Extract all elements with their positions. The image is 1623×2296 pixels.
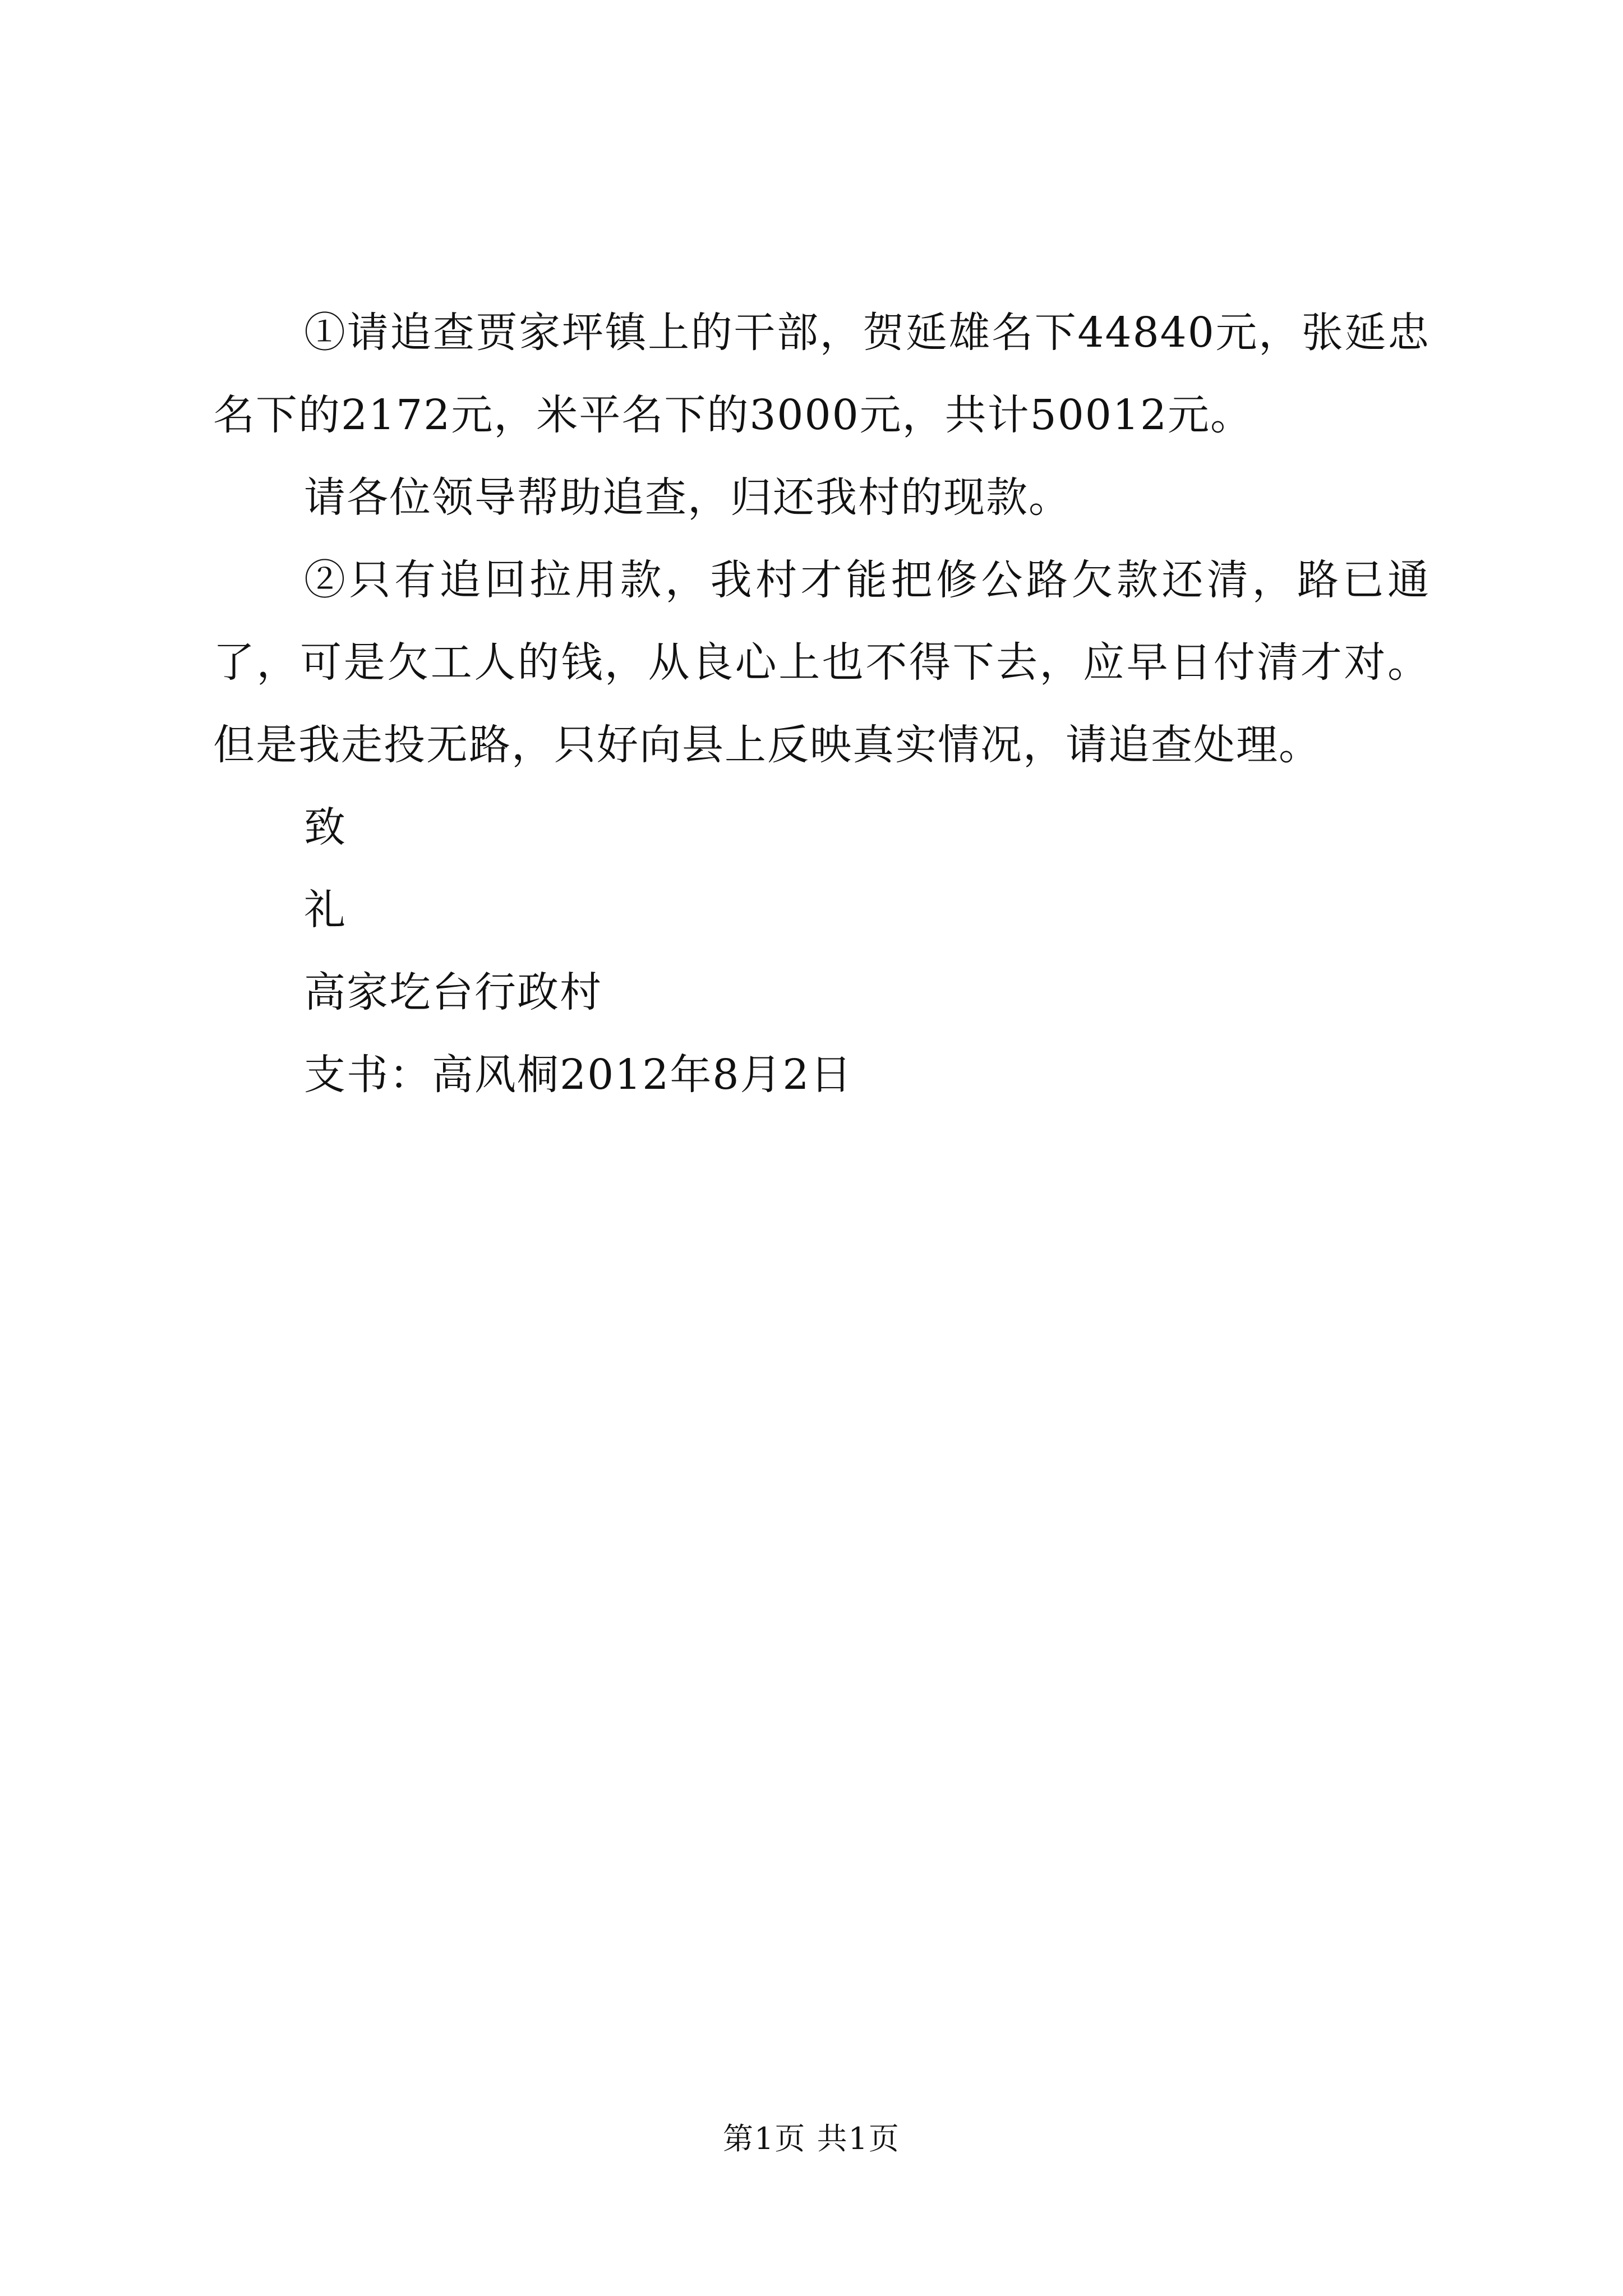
paragraph-investigation-request: ①请追查贾家坪镇上的干部，贺延雄名下44840元，张延忠名下的2172元，米平名下的3000元，共计50012元。 [213, 309, 1430, 439]
page-number-footer: 第1页 共1页 [723, 2121, 900, 2156]
sender-organization: 高家圪台行政村 [304, 968, 602, 1016]
paragraph-road-debt-explanation: ②只有追回拉用款，我村才能把修公路欠款还清，路已通了，可是欠工人的钱，从良心上也不得下去，应早日付清才对。但是我走投无路，只好向县上反映真实情况，请追查处理。 [213, 556, 1430, 769]
closing-salutation-line-1: 致 [304, 803, 347, 852]
signature-and-date: 支书：高风桐2012年8月2日 [304, 1051, 853, 1099]
document-body [213, 292, 1430, 1116]
paragraph-return-funds-request: 请各位领导帮助追查，归还我村的现款。 [304, 473, 1071, 522]
closing-salutation-line-2: 礼 [304, 886, 347, 934]
